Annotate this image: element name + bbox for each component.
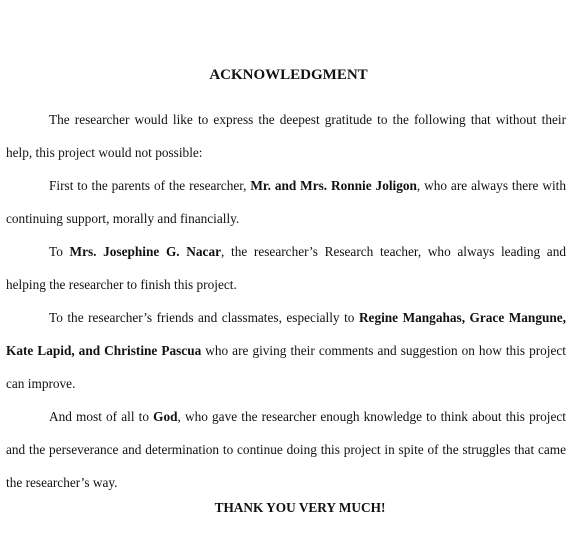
paragraph-friends-rest: who are giving their comments and suggestion on how this project can improve. (6, 343, 566, 391)
paragraph-god (6, 400, 566, 499)
friends-names: Regine Mangahas, Grace Mangune, Kate Lapid, and Christine Pascua (6, 310, 566, 358)
closing-line: THANK YOU VERY MUCH! (214, 500, 386, 515)
parents-names: Mr. and Mrs. Ronnie Joligon (250, 178, 417, 193)
paragraph-teacher-lead: To (49, 244, 70, 259)
acknowledgment-body (6, 103, 566, 499)
paragraph-intro-text: The researcher would like to express the deepest gratitude to the following that without their help, this project would not possible: (6, 112, 566, 160)
teacher-name: Mrs. Josephine G. Nacar (69, 244, 222, 259)
paragraph-god-lead: And most of all to (49, 409, 154, 424)
paragraph-god-rest: , who gave the researcher enough knowledge to think about this project and the perseverance and determination to continue doing this project in spite of the struggles that came the researcher’s way. (6, 409, 566, 490)
paragraph-teacher (6, 235, 566, 301)
paragraph-friends-lead: To the researcher’s friends and classmates, especially to (49, 310, 359, 325)
god-name: God (153, 409, 178, 424)
paragraph-intro (6, 103, 566, 169)
paragraph-friends (6, 301, 566, 400)
paragraph-parents-rest: , who are always there with continuing support, morally and financially. (6, 178, 566, 226)
paragraph-parents (6, 169, 566, 235)
paragraph-teacher-rest: , the researcher’s Research teacher, who always leading and helping the researcher to finish this project. (6, 244, 566, 292)
page-title: ACKNOWLEDGMENT (209, 67, 368, 83)
paragraph-parents-lead: First to the parents of the researcher, (49, 178, 251, 193)
